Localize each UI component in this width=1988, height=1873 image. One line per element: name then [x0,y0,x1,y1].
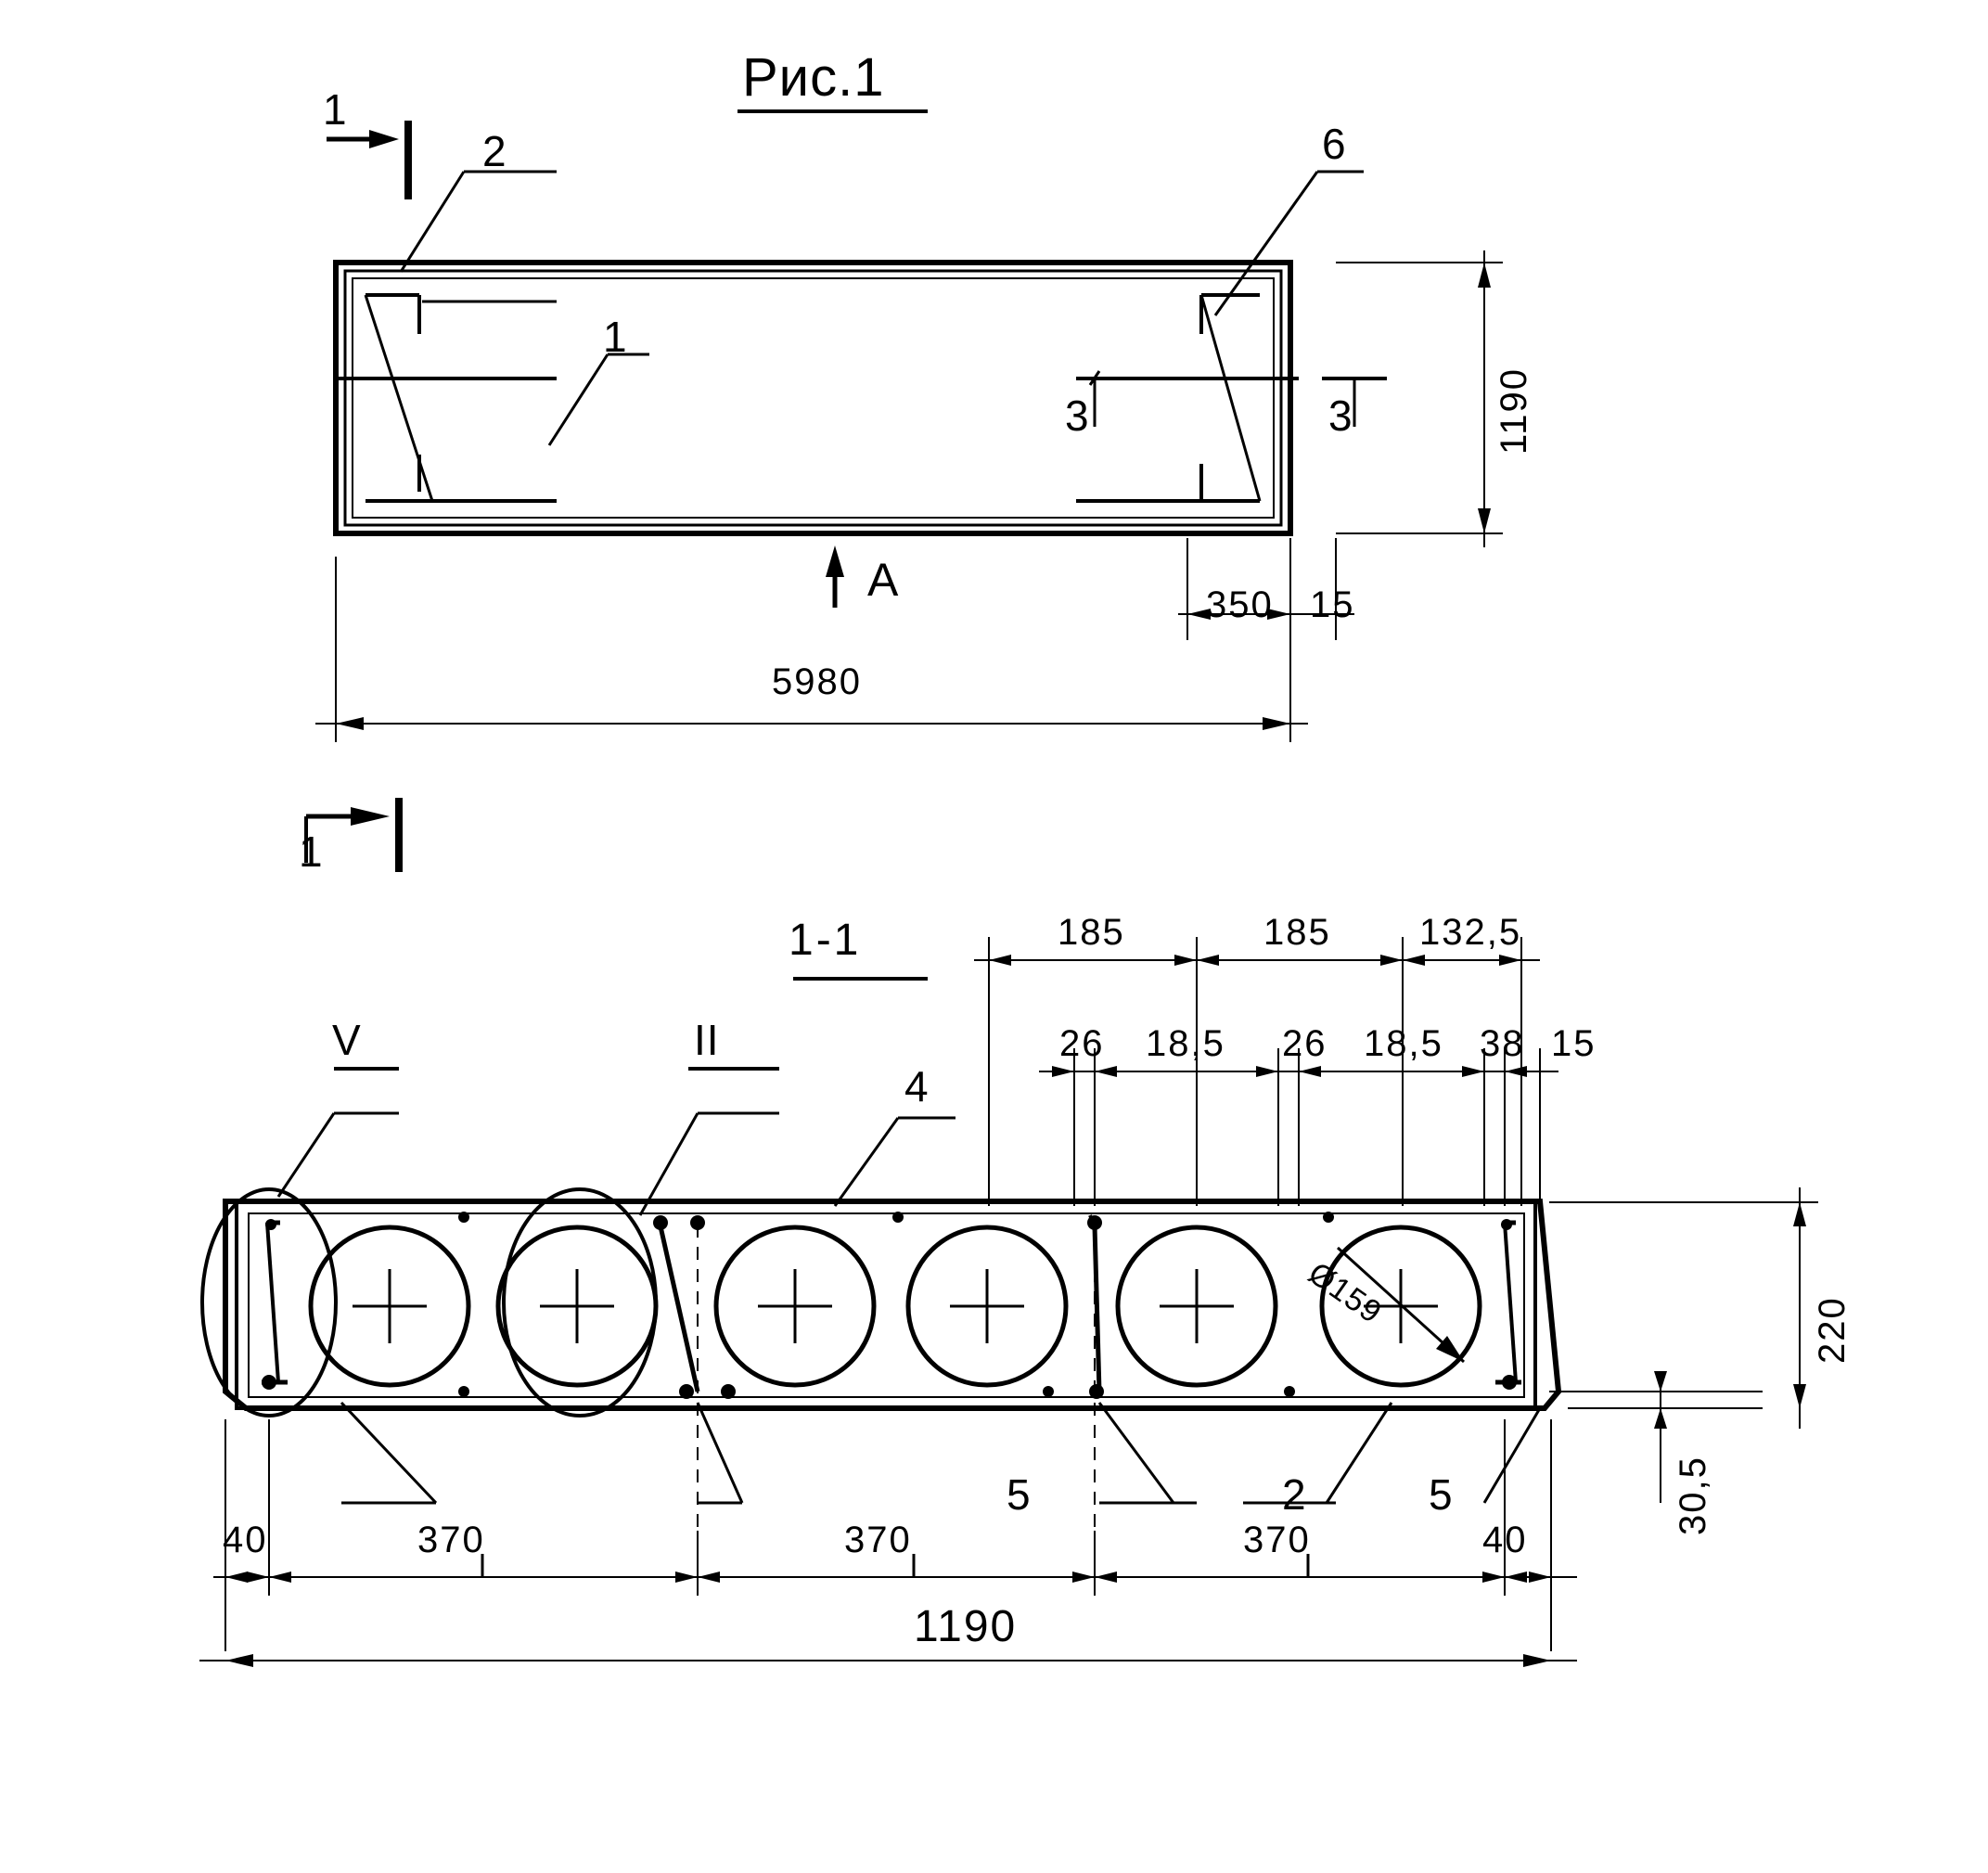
dim-26-a: 26 [1059,1023,1105,1064]
dim-30-5: 30,5 [1673,1456,1713,1535]
plan-mark-3-right: 3 [1328,391,1353,440]
section-mark-5-right: 5 [1429,1470,1454,1519]
dim-26-b: 26 [1282,1023,1327,1064]
core-diameter-label: Ø159 [1302,1255,1389,1331]
plan-dim-length: 5980 [772,661,862,702]
section-mark-2: 2 [1282,1470,1307,1519]
plan-dim-height: 1190 [1494,366,1534,455]
dim-370-b: 370 [844,1520,912,1560]
plan-dim-edge-15: 15 [1310,584,1355,625]
dim-220: 220 [1812,1296,1853,1364]
page-title: Рис.1 [742,47,885,108]
dim-132-5: 132,5 [1419,912,1522,953]
plan-dim-edge-350: 350 [1206,584,1274,625]
plan-arrow-label-a: A [867,554,899,606]
plan-mark-2: 2 [482,127,507,175]
dim-18-5-a: 18,5 [1146,1023,1225,1064]
dim-overall-width: 1190 [914,1602,1018,1651]
dim-40-right: 40 [1482,1520,1528,1560]
section-label: 1-1 [789,916,862,965]
plan-mark-1: 1 [603,313,628,361]
cut-mark-top-label: 1 [323,85,348,134]
cut-mark-bottom-label: 1 [299,827,324,876]
dim-370-a: 370 [417,1520,485,1560]
dim-38: 38 [1480,1023,1525,1064]
dim-185-b: 185 [1263,912,1331,953]
section-mark-4: 4 [904,1062,930,1110]
dim-40-left: 40 [223,1520,268,1560]
dim-370-c: 370 [1243,1520,1311,1560]
plan-mark-3-left: 3 [1065,391,1090,440]
dim-15: 15 [1551,1023,1597,1064]
section-mark-5-left: 5 [1007,1470,1032,1519]
detail-mark-v: V [332,1016,362,1064]
dim-18-5-b: 18,5 [1364,1023,1443,1064]
plan-mark-6: 6 [1322,120,1347,168]
dim-185-a: 185 [1058,912,1125,953]
detail-mark-ii: II [694,1016,720,1064]
